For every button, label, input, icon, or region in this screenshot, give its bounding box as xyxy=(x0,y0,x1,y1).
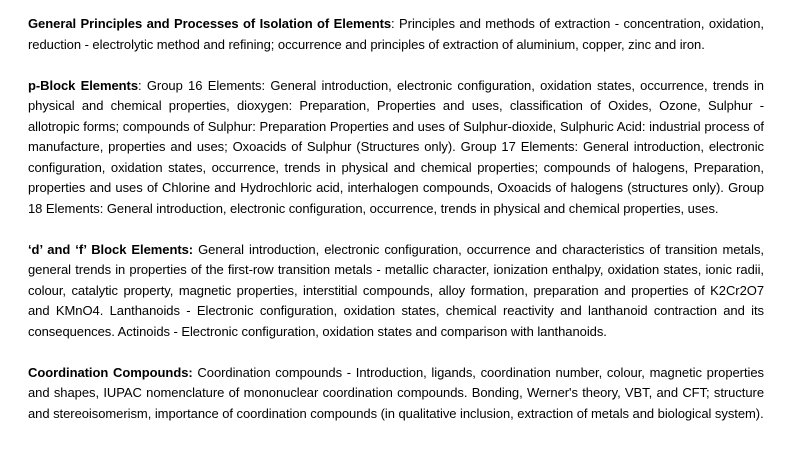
section-body: General introduction, electronic configuration, occurrence and characteristics of transition metals, general trends in properties of the first-row transition metals - metallic character, ionization enthalpy, oxidation states, ionic radii, colour, catalytic property, magnetic properties, interstitial compounds, alloy formation, preparation and properties of K2Cr2O7 and KMnO4. Lanthanoids - Electronic configuration, oxidation states, chemical reactivity and lanthanoid contraction and its consequences. Actinoids - Electronic configuration, oxidation states and comparison with lanthanoids. xyxy=(28,241,764,339)
section-body: Principles and methods of extraction - concentration, oxidation, reduction - electrolytic method and refining; occurrence and principles of extraction of aluminium, copper, zinc and iron. xyxy=(28,16,764,52)
section-body: Coordination compounds - Introduction, ligands, coordination number, colour, magnetic properties and shapes, IUPAC nomenclature of mononuclear coordination compounds. Bonding, Werner's theory, VBT, and CFT; structure and stereoisomerism, importance of coordination compounds (in qualitative inclusion, extraction of metals and biological system). xyxy=(28,364,764,421)
section-body: Group 16 Elements: General introduction, electronic configuration, oxidation states, occurrence, trends in physical and chemical properties, dioxygen: Preparation, Properties and uses, classification of Oxides, Ozone, Sulphur - allotropic forms; compounds of Sulphur: Preparation Properties and uses of Sulphur-dioxide, Sulphuric Acid: industrial process of manufacture, properties and uses; Oxoacids of Sulphur (Structures only). Group 17 Elements: General introduction, electronic configuration, oxidation states, occurrence, trends in physical and chemical properties; compounds of halogens, Preparation, properties and uses of Chlorine and Hydrochloric acid, interhalogen compounds, Oxoacids of halogens (structures only). Group 18 Elements: General introduction, electronic configuration, occurrence, trends in physical and chemical properties, uses. xyxy=(28,77,764,216)
section-isolation-of-elements xyxy=(28,14,764,55)
syllabus-document xyxy=(28,14,764,424)
section-heading: p-Block Elements xyxy=(28,77,139,93)
heading-separator: : xyxy=(391,16,400,31)
section-p-block-elements xyxy=(28,76,764,220)
section-coordination-compounds xyxy=(28,363,764,425)
section-heading: Coordination Compounds: xyxy=(28,364,193,380)
section-heading: General Principles and Processes of Isolation of Elements xyxy=(28,16,392,31)
section-heading: ‘d’ and ‘f’ Block Elements: xyxy=(28,241,194,257)
heading-separator: : xyxy=(138,77,147,93)
section-d-and-f-block-elements xyxy=(28,240,764,343)
